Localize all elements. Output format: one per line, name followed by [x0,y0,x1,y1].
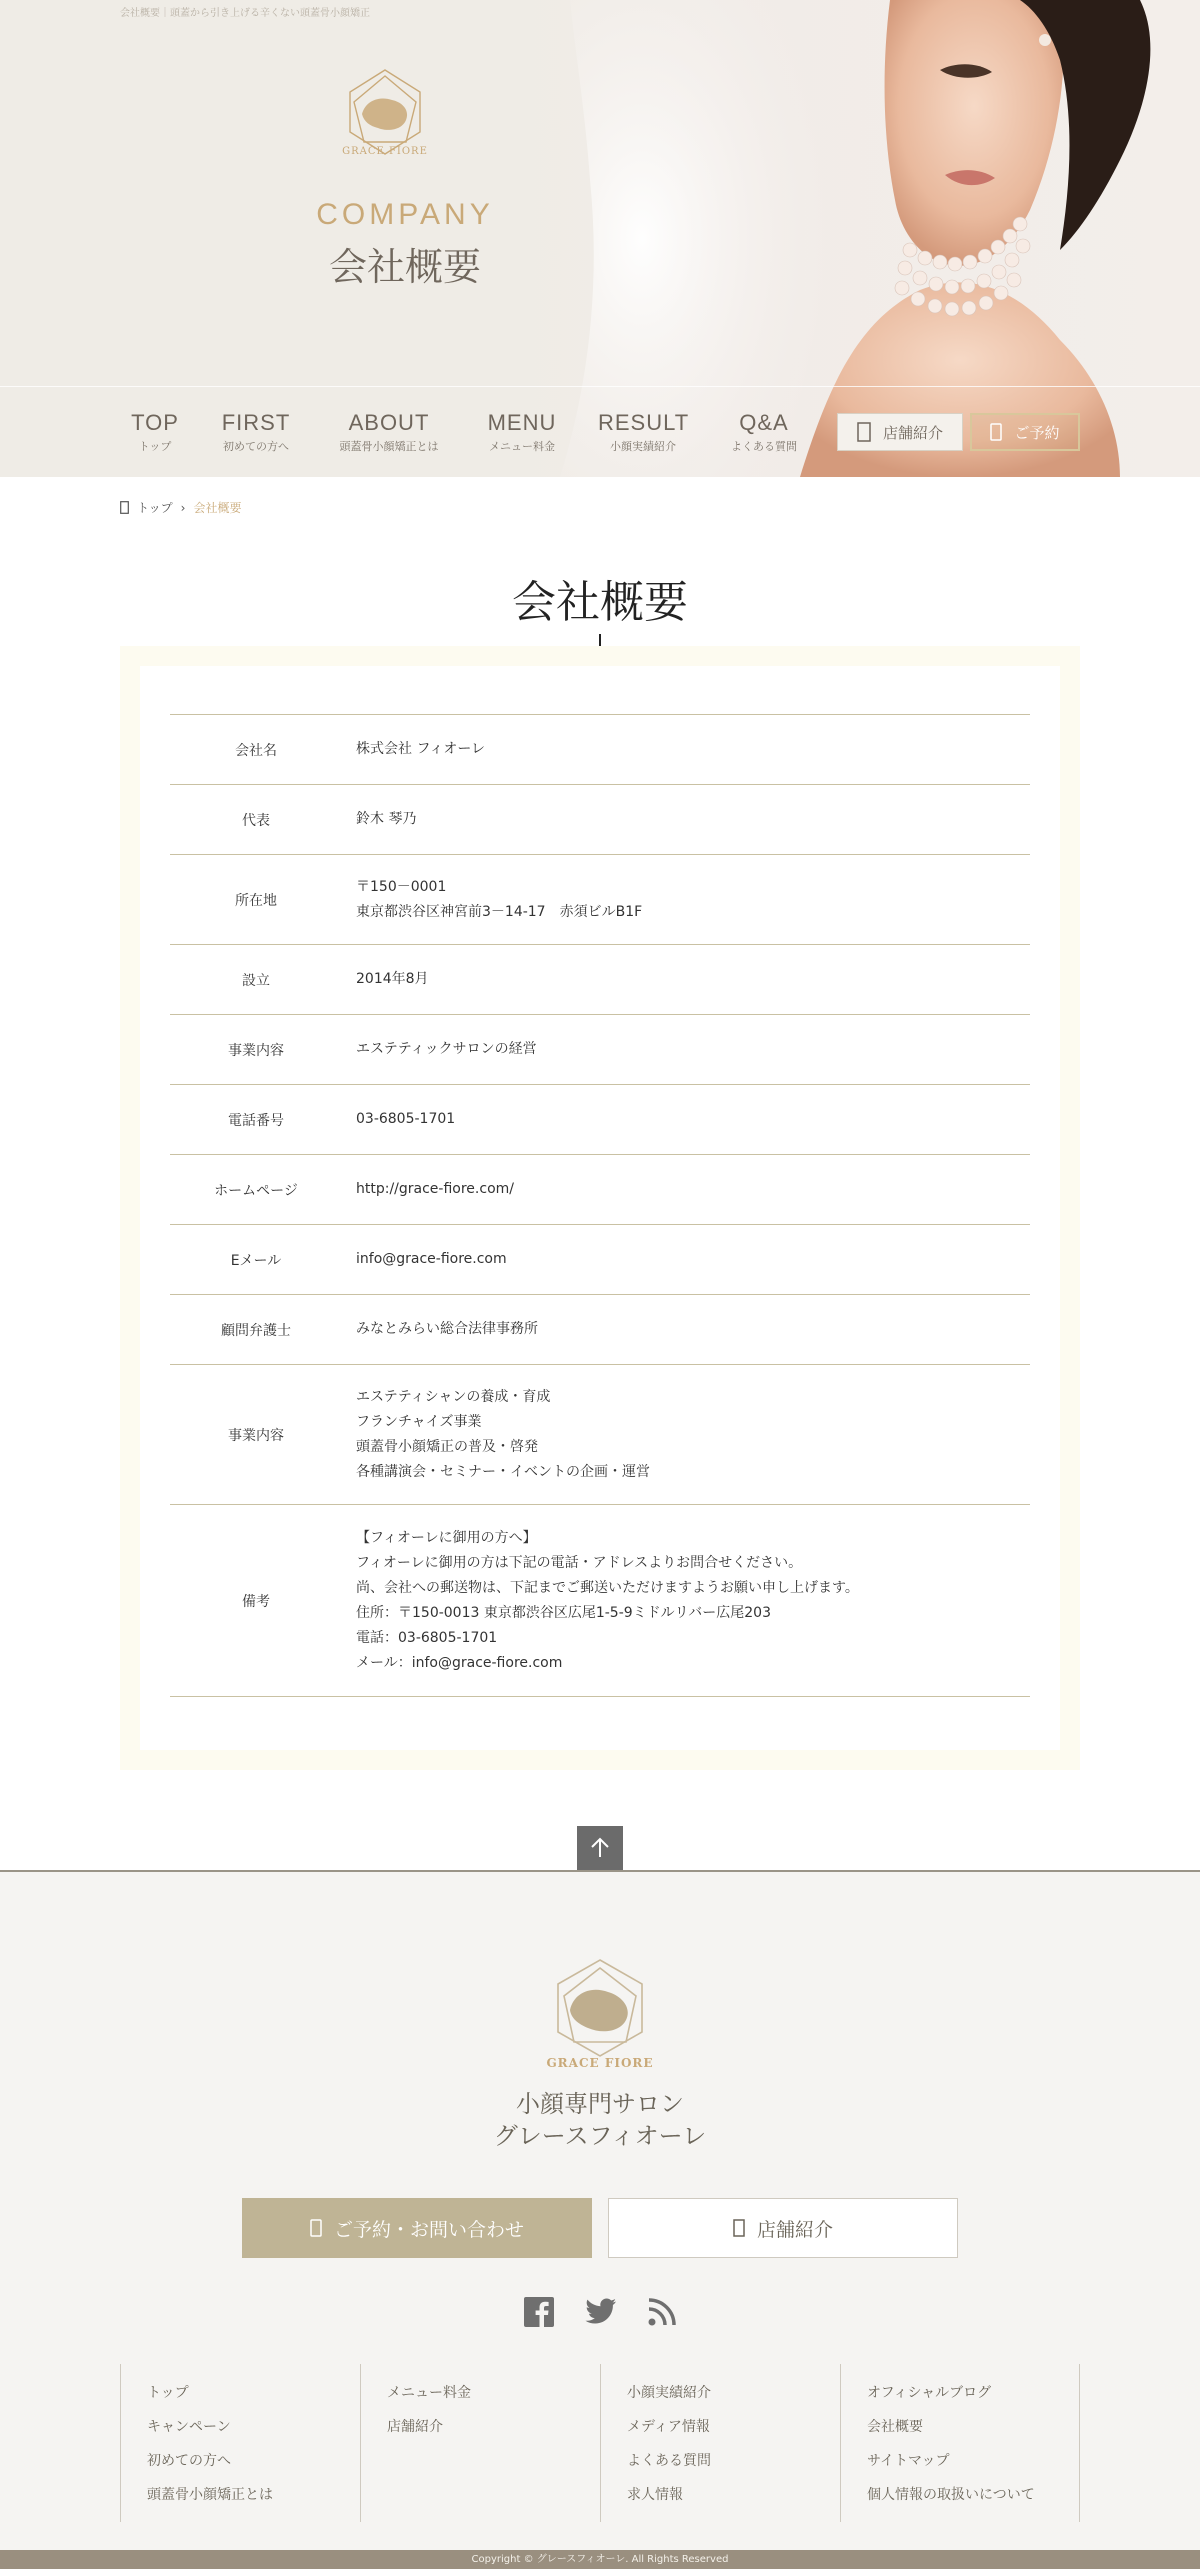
footer-link[interactable]: 頭蓋骨小顔矯正とは [147,2487,273,2503]
value-line: 〒150－0001 [356,878,447,895]
company-row-value [342,1505,1030,1697]
nav-item-label: TOP [131,410,179,435]
footer-link[interactable]: オフィシャルブログ [867,2385,992,2401]
shop-icon [733,2219,745,2237]
footer-link[interactable]: 初めての方へ [147,2453,231,2469]
company-row [170,1505,1030,1697]
value-line: 03-6805-1701 [356,1111,456,1127]
value-line: 住所：〒150-0013 東京都渋谷区広尾1-5-9ミドルリバー広尾203 [356,1604,771,1621]
page-top-button[interactable] [577,1826,623,1870]
footer-link[interactable]: 個人情報の取扱いについて [867,2487,1035,2503]
nav-item-label: FIRST [221,410,291,435]
company-row-value [342,1225,1030,1295]
company-row-label: 所在地 [170,855,342,945]
footer-link[interactable]: よくある質問 [627,2453,711,2469]
company-row [170,855,1030,945]
company-row-value [342,855,1030,945]
footer-link[interactable]: 小顔実績紹介 [627,2385,711,2401]
footer-nav-column-3 [600,2364,840,2522]
page-title: 会社概要 [512,577,688,628]
company-row [170,1365,1030,1505]
footer-link[interactable]: 会社概要 [867,2419,923,2435]
company-row [170,785,1030,855]
shop-icon [857,422,871,442]
breadcrumb-separator: › [180,500,186,515]
footer-reserve-label: ご予約・お問い合わせ [333,2218,524,2241]
footer-link[interactable]: メディア情報 [627,2419,710,2435]
value-line: エステティックサロンの経営 [356,1041,537,1057]
logo-text: GRACE FIORE [342,146,428,157]
hero-title-en: COMPANY [316,198,494,231]
nav-item-sublabel: 頭蓋骨小顔矯正とは [339,440,439,453]
nav-item-label: Q&A [739,410,789,435]
nav-item-sublabel: トップ [138,440,172,453]
twitter-icon[interactable] [585,2298,617,2326]
nav-item-about[interactable] [330,410,448,454]
company-row-label: 顧問弁護士 [170,1295,342,1365]
value-line: http://grace-fiore.com/ [356,1181,514,1197]
reserve-button[interactable] [970,413,1080,451]
nav-item-first[interactable] [216,410,296,454]
phone-icon [310,2219,322,2237]
company-row-value [342,1365,1030,1505]
value-line: エステティシャンの養成・育成 [356,1388,551,1405]
nav-item-label: RESULT [598,410,690,435]
footer-link[interactable]: サイトマップ [867,2453,950,2469]
footer-shop-label: 店舗紹介 [756,2218,833,2241]
footer [0,1870,1200,2550]
value-line: メール：info@grace-fiore.com [356,1654,563,1671]
value-line: 電話：03-6805-1701 [356,1629,498,1646]
nav-item-top[interactable] [126,410,184,454]
value-line: フランチャイズ事業 [356,1413,482,1430]
rss-icon[interactable] [648,2298,676,2326]
nav-item-menu[interactable] [482,410,562,454]
company-row-label: 会社名 [170,715,342,785]
footer-nav-column-2 [360,2364,600,2522]
breadcrumb-current: 会社概要 [193,501,242,515]
breadcrumb-home[interactable]: トップ [137,501,173,515]
hero-header [0,0,1200,477]
arrow-up-icon [588,1836,612,1860]
nav-item-label: MENU [487,410,557,435]
value-line: フィオーレに御用の方は下記の電話・アドレスよりお問合せください。 [356,1554,803,1571]
value-line: 各種講演会・セミナー・イベントの企画・運営 [356,1463,650,1480]
value-line: みなとみらい総合法律事務所 [356,1321,538,1337]
company-row-label: Eメール [170,1225,342,1295]
company-row-label: ホームページ [170,1155,342,1225]
company-row-value [342,1155,1030,1225]
company-row [170,1155,1030,1225]
footer-reserve-button[interactable] [242,2198,592,2258]
social-links [524,2296,676,2328]
copyright: Copyright © グレースフィオーレ. All Rights Reserved [0,2550,1200,2569]
shop-button[interactable] [837,413,963,451]
footer-link[interactable]: トップ [147,2385,189,2401]
company-row-label: 事業内容 [170,1015,342,1085]
breadcrumb [120,499,241,516]
salon-name-line1: 小顔専門サロン [516,2090,684,2118]
footer-shop-button[interactable] [608,2198,958,2258]
company-row-label: 備考 [170,1505,342,1697]
company-info-table [170,714,1030,1697]
reserve-button-label: ご予約 [1014,423,1060,442]
salon-name-line2: グレースフィオーレ [493,2122,707,2150]
site-tagline: 会社概要｜頭蓋から引き上げる辛くない頭蓋骨小顔矯正 [120,8,370,19]
phone-icon [990,423,1002,441]
nav-item-result[interactable] [598,410,688,454]
shop-button-label: 店舗紹介 [882,423,943,442]
footer-salon-name [300,2088,900,2152]
value-line: 【フィオーレに御用の方へ】 [356,1529,537,1546]
company-row-label: 事業内容 [170,1365,342,1505]
value-line: 東京都渋谷区神宮前3－14-17 赤須ビルB1F [356,903,643,920]
company-row-value [342,715,1030,785]
company-row [170,1225,1030,1295]
nav-item-label: ABOUT [348,410,430,435]
company-row-value [342,1085,1030,1155]
nav-item-sublabel: よくある質問 [731,440,797,453]
footer-logo-text: GRACE FIORE [546,2056,654,2070]
company-row [170,1085,1030,1155]
value-line: 鈴木 琴乃 [356,811,417,827]
footer-nav-column-1 [120,2364,360,2522]
company-row-value [342,1015,1030,1085]
company-row [170,945,1030,1015]
footer-nav-column-4 [840,2364,1080,2522]
company-row-value [342,945,1030,1015]
footer-logo[interactable] [548,1956,652,2060]
home-icon [120,501,129,514]
nav-item-sublabel: メニュー料金 [489,440,555,453]
footer-link[interactable]: メニュー料金 [387,2385,471,2401]
footer-link[interactable]: キャンペーン [147,2419,231,2435]
hero-model-photo [500,0,1200,477]
value-line: 株式会社 フィオーレ [356,741,486,757]
value-line: 尚、会社への郵送物は、下記までご郵送いただけますようお願い申し上げます。 [356,1579,859,1596]
company-row-label: 設立 [170,945,342,1015]
company-row [170,1295,1030,1365]
company-row-label: 電話番号 [170,1085,342,1155]
company-row [170,1015,1030,1085]
nav-item-qa[interactable] [722,410,806,454]
value-line: info@grace-fiore.com [356,1251,507,1267]
company-row-value [342,785,1030,855]
company-row-value [342,1295,1030,1365]
nav-item-sublabel: 小顔実績紹介 [610,440,676,453]
company-row [170,715,1030,785]
footer-link[interactable]: 求人情報 [627,2487,683,2503]
facebook-icon[interactable] [524,2297,554,2327]
nav-divider [0,386,1200,387]
footer-link[interactable]: 店舗紹介 [387,2419,443,2435]
hero-title-ja: 会社概要 [328,245,481,289]
value-line: 2014年8月 [356,971,429,987]
nav-item-sublabel: 初めての方へ [223,440,289,453]
value-line: 頭蓋骨小顔矯正の普及・啓発 [356,1438,538,1455]
company-row-label: 代表 [170,785,342,855]
